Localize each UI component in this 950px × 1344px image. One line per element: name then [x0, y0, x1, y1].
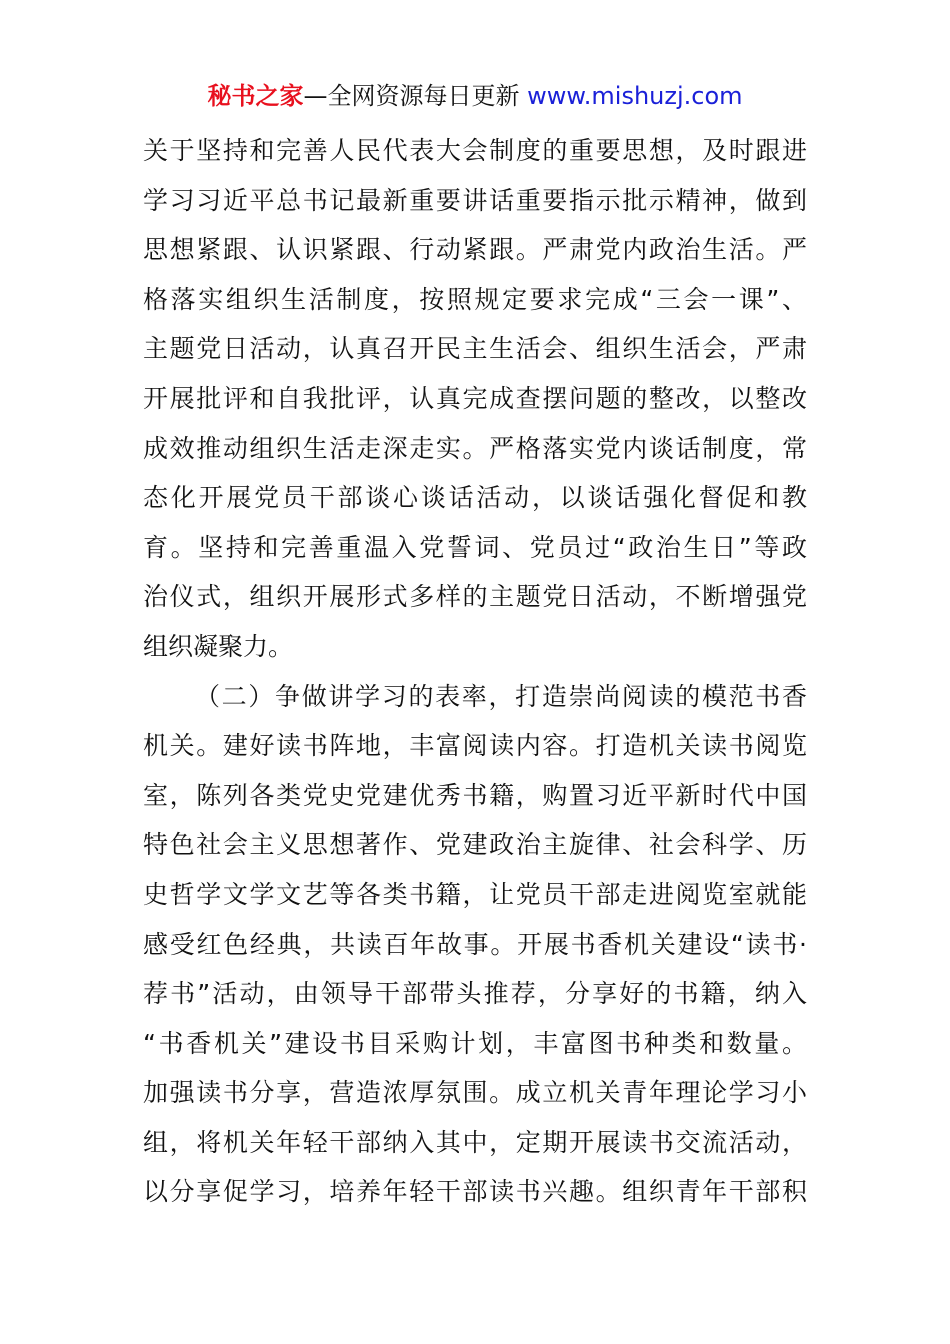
body-text	[143, 126, 807, 1217]
text-line: 开展批评和自我批评，认真完成查摆问题的整改，以整改	[143, 383, 807, 413]
text-line: 成效推动组织生活走深走实。严格落实党内谈话制度，常	[143, 433, 807, 463]
header-tagline: —全网资源每日更新	[303, 82, 528, 110]
text-line: 室，陈列各类党史党建优秀书籍，购置习近平新时代中国	[143, 780, 807, 810]
text-line: 治仪式，组织开展形式多样的主题党日活动，不断增强党	[143, 582, 807, 612]
text-line: 加强读书分享，营造浓厚氛围。成立机关青年理论学习小	[143, 1078, 807, 1108]
text-line: 态化开展党员干部谈心谈话活动，以谈话强化督促和教	[143, 483, 807, 513]
header-brand: 秘书之家	[207, 82, 304, 110]
text-line: 荐书”活动，由领导干部带头推荐，分享好的书籍，纳入	[143, 979, 807, 1009]
text-line: 学习习近平总书记最新重要讲话重要指示批示精神，做到	[143, 185, 807, 215]
text-line: 思想紧跟、认识紧跟、行动紧跟。严肃党内政治生活。严	[143, 235, 807, 265]
text-line: 机关。建好读书阵地，丰富阅读内容。打造机关读书阅览	[143, 731, 807, 761]
text-line: “书香机关”建设书目采购计划，丰富图书种类和数量。	[143, 1028, 807, 1058]
text-line: 格落实组织生活制度，按照规定要求完成“三会一课”、	[143, 284, 807, 314]
text-line: 以分享促学习，培养年轻干部读书兴趣。组织青年干部积	[143, 1177, 807, 1207]
text-line: 组织凝聚力。	[143, 631, 294, 661]
text-line: 史哲学文学文艺等各类书籍，让党员干部走进阅览室就能	[143, 879, 807, 909]
page-header	[0, 80, 950, 112]
paragraph-1	[143, 126, 807, 672]
text-line: 感受红色经典，共读百年故事。开展书香机关建设“读书·	[143, 929, 807, 959]
text-line: 特色社会主义思想著作、党建政治主旋律、社会科学、历	[143, 830, 807, 860]
text-line: 主题党日活动，认真召开民主生活会、组织生活会，严肃	[143, 334, 807, 364]
text-line: 组，将机关年轻干部纳入其中，定期开展读书交流活动，	[143, 1127, 807, 1157]
paragraph-2	[143, 672, 807, 1218]
text-line: （二）争做讲学习的表率，打造崇尚阅读的模范书香	[195, 681, 807, 711]
text-line: 关于坚持和完善人民代表大会制度的重要思想，及时跟进	[143, 136, 807, 165]
text-line: 育。坚持和完善重温入党誓词、党员过“政治生日”等政	[143, 532, 807, 562]
header-url[interactable]: www.mishuzj.com	[527, 82, 743, 110]
